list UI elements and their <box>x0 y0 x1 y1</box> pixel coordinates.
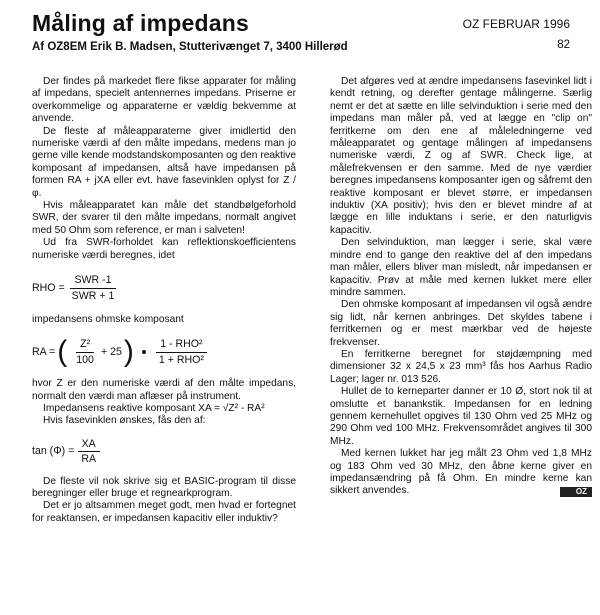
issue-date: OZ FEBRUAR 1996 <box>462 17 570 31</box>
numerator: 1 - RHO² <box>156 338 206 352</box>
page-number: 82 <box>557 39 570 51</box>
formula-lhs: RHO = <box>32 281 65 294</box>
paragraph: Der findes på markedet flere fikse apparater for måling af impedans, specielt antennernes impedans. Priserne er overkommelige og apparaterne er vældig bekvemme at anvende. <box>32 76 296 125</box>
denominator: RA <box>81 453 97 466</box>
paragraph: De fleste vil nok skrive sig et BASIC-program til disse beregninger eller bruge et regnearkprogram. <box>32 475 296 499</box>
numerator: SWR -1 <box>70 274 115 288</box>
paragraph: Det afgøres ved at ændre impedansens fasevinkel lidt i kendt retning, og derefter gentage målingerne. Særlig nemt er det at sætte en lille selvinduktion i serie med den impedans man måler på, ved at lægge en "clip on" ferritkerne om den ene af måleledningerne ved måleapparatet og gentage målingen af impedansens numeriske værdi, Z og af SWR. Check lige, at målefrekvensen er den samme. Med de nye værdier beregnes impedansens komposanter igen og såfremt den reaktive komposant er blevet større, er impedansen induktiv (XA positiv); hvis den er blevet mindre af at lægge en lille induktans i serie, er den naturligvis kapacitiv. <box>330 76 592 236</box>
paragraph: hvor Z er den numeriske værdi af den målte impedans, normalt den værdi man aflæser på instrument. <box>32 378 296 402</box>
paragraph: De fleste af måleapparaterne giver imidlertid den numeriske værdi af den målte impedans, medens man jo gerne ville kende modstandskomposanten og den reaktive komposant af impedansen, altså have impedansen på formen RA + jXA eller evt. have fasevinklen oplyst for Z / φ. <box>32 125 296 199</box>
paragraph: En ferritkerne beregnet for støjdæmpning med dimensioner 32 x 24,5 x 23 mm³ fås hos Aarhus Radio Lager; lager nr. 013 526. <box>330 348 592 385</box>
paragraph: Hullet de to kerneparter danner er 10 Ø, stort nok til at omslutte et banankstik. Impedansen for en ledning gennem kernehullet opgives til 130 Ohm ved 25 MHz og 290 Ohm ved 100 MHz. Frekvensområdet angives til 300 MHz. <box>330 386 592 447</box>
close-paren: ) <box>123 335 134 369</box>
numerator: Z² <box>76 338 94 352</box>
oz-end-mark: OZ <box>560 487 592 497</box>
paragraph <box>330 448 592 498</box>
numerator: XA <box>78 438 100 452</box>
paragraph: Den ohmske komposant af impedansen vil også ændre sig lidt, når kernen anbringes. Det skyldes tabene i ferritkernen og er mest mærkbar ved de højeste frekvenser. <box>330 299 592 348</box>
paragraph: Den selvinduktion, man lægger i serie, skal være mindre end to gange den reaktive del af den impedans man måler, ellers bliver man misledt, når impedansen er kapacitiv. Prøv at måle med kernen lukket mere eller mindre sammen. <box>330 237 592 298</box>
paragraph: Hvis måleapparatet kan måle det standbølgeforhold SWR, der svarer til den målte impedans, normalt angivet med 50 Ohm som reference, er man i salveten! <box>32 200 296 236</box>
formula-lhs: RA = <box>32 346 56 359</box>
multiply-dot-icon <box>142 350 146 354</box>
paragraph: impedansens ohmske komposant <box>32 313 184 325</box>
open-paren: ( <box>57 335 68 369</box>
author-byline: Af OZ8EM Erik B. Madsen, Stutterivænget 7, 3400 Hillerød <box>32 41 348 53</box>
formula-term: + 25 <box>100 346 122 359</box>
article-title: Måling af impedans <box>32 10 250 36</box>
formula-rho <box>32 274 296 302</box>
paragraph: Ud fra SWR-forholdet kan reflektionskoefficientens numeriske værdi beregnes, idet <box>32 237 296 261</box>
fraction <box>68 274 119 302</box>
denominator: SWR + 1 <box>71 289 115 302</box>
paragraph: Det er jo altsammen meget godt, men hvad er fortegnet for reaktansen, er impedansen kapacitiv eller induktiv? <box>32 500 296 524</box>
denominator: 1 + RHO² <box>158 353 204 366</box>
fraction <box>72 338 98 366</box>
denominator: 100 <box>76 353 94 366</box>
left-column <box>32 76 296 525</box>
formula-lhs: tan (Φ) = <box>32 445 75 458</box>
paragraph: Impedansens reaktive komposant XA = √Z² - RA² <box>43 402 265 414</box>
formula-phase <box>32 438 296 466</box>
paragraph-text: Med kernen lukket har jeg målt 23 Ohm ved 1,8 MHz og 183 Ohm ved 30 MHz, den åbne kerne giver en impedansændring på få Ohm. En mindre kerne kan sikkert anvendes. <box>330 448 592 497</box>
right-column <box>330 76 592 498</box>
paragraph: Hvis fasevinklen ønskes, fås den af: <box>43 415 206 427</box>
fraction <box>155 338 208 366</box>
formula-ra <box>32 335 296 369</box>
fraction <box>77 438 100 466</box>
